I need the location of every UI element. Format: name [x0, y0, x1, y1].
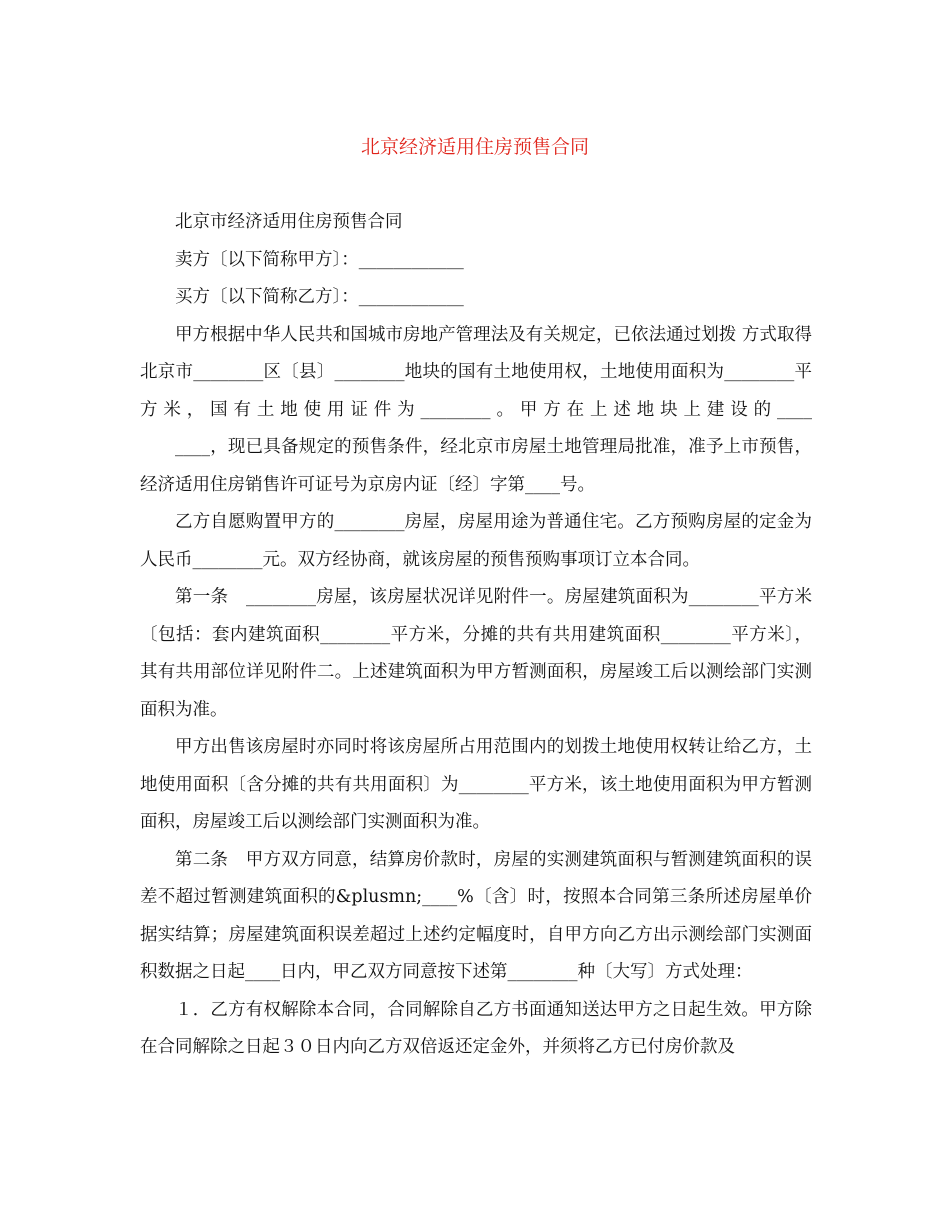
paragraph-land-transfer: 甲方出售该房屋时亦同时将该房屋所占用范围内的划拨土地使用权转让给乙方，土地使用面积〔含分摊的共有共用面积〕为________平方米，该土地使用面积为甲方暂测面积，房屋竣工后以测绘部门实测面积为准。: [140, 737, 812, 832]
paragraph-article-2: 第二条 甲方双方同意，结算房价款时，房屋的实测建筑面积与暂测建筑面积的误差不超过暂测建筑面积的&plusmn;____%〔含〕时，按照本合同第三条所述房屋单价据实结算；房屋建筑面积误差超过上述约定幅度时，自甲方向乙方出示测绘部门实测面积数据之日起____日内，甲乙双方同意按下述第________种〔大写〕方式处理：: [140, 849, 812, 982]
paragraph-seller: 卖方〔以下简称甲方〕：____________: [175, 249, 464, 270]
paragraph-presale-permit: ____，现已具备规定的预售条件，经北京市房屋土地管理局批准，准予上市预售，经济适用住房销售许可证号为京房内证〔经〕字第____号。: [140, 437, 812, 495]
paragraph-deposit: 乙方自愿购置甲方的________房屋，房屋用途为普通住宅。乙方预购房屋的定金为人民币________元。双方经协商，就该房屋的预售预购事项订立本合同。: [140, 512, 812, 570]
document-title: 北京经济适用住房预售合同: [360, 136, 589, 158]
paragraph-clause-1: １．乙方有权解除本合同，合同解除自乙方书面通知送达甲方之日起生效。甲方除在合同解除之日起３０日内向乙方双倍返还定金外，并须将乙方已付房价款及: [140, 999, 812, 1057]
paragraph-buyer: 买方〔以下简称乙方〕：____________: [175, 287, 464, 307]
paragraph-land-rights: 甲方根据中华人民共和国城市房地产管理法及有关规定，已依法通过划拨 方式取得北京市________区〔县〕________地块的国有土地使用权，土地使用面积为________平方米，国有土地使用证件为________。甲方在上述地块上建设的____: [140, 324, 812, 420]
document-body: [140, 204, 812, 1067]
paragraph-heading: 北京市经济适用住房预售合同: [175, 212, 403, 232]
paragraph-article-1: 第一条 ________房屋，该房屋状况详见附件一。房屋建筑面积为________平方米〔包括：套内建筑面积________平方米，分摊的共有共用建筑面积________平方米〕，其有共用部位详见附件二。上述建筑面积为甲方暂测面积，房屋竣工后以测绘部门实测面积为准。: [140, 587, 812, 720]
